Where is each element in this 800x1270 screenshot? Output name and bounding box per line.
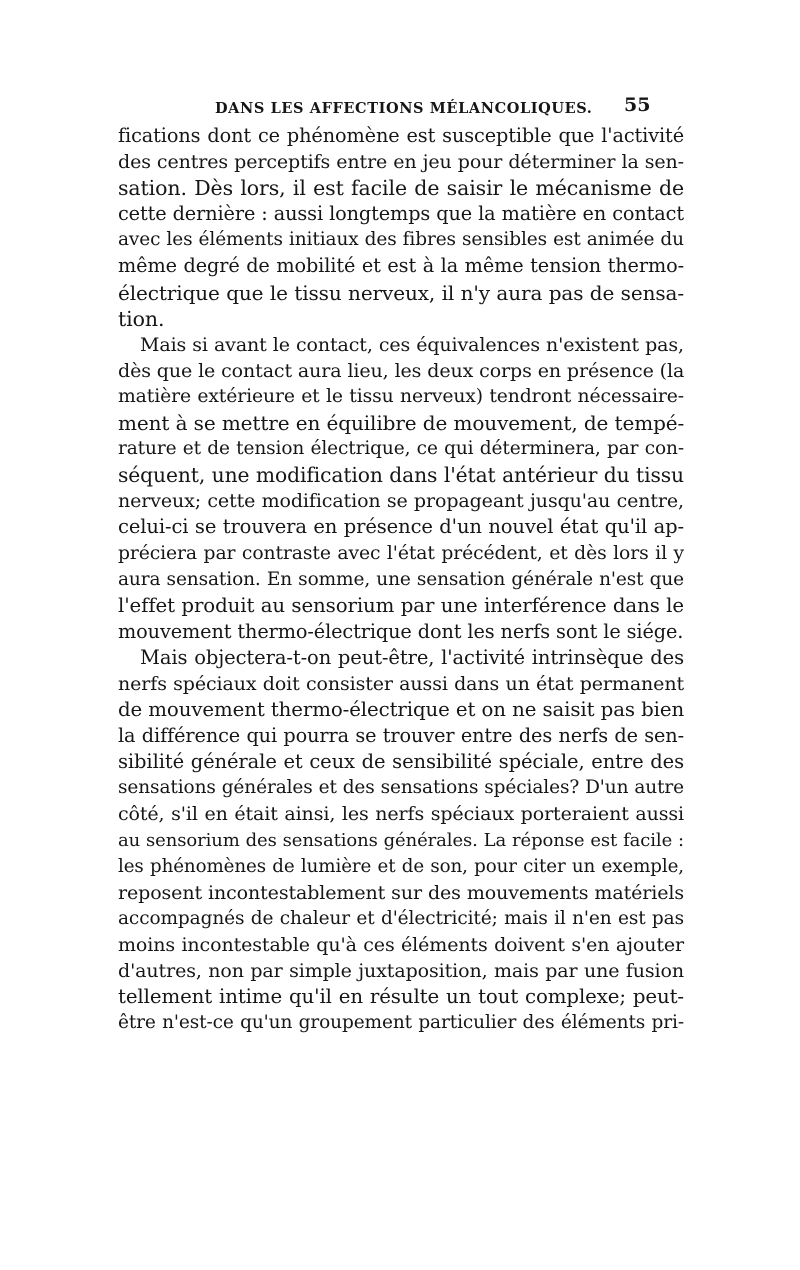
text-line: accompagnés de chaleur et d'électricité; mais il n'en est pas (118, 907, 684, 929)
text-line: celui-ci se trouvera en présence d'un nouvel état qu'il ap- (118, 515, 684, 539)
text-line: moins incontestable qu'à ces éléments doivent s'en ajouter (118, 933, 684, 956)
text-line: au sensorium des sensations générales. La réponse est facile : (118, 829, 684, 851)
text-line: sation. Dès lors, il est facile de saisir le mécanisme de (118, 176, 684, 201)
text-line: préciera par contraste avec l'état précédent, et dès lors il y (118, 542, 684, 564)
text-line: matière extérieure et le tissu nerveux) tendront nécessaire- (118, 385, 684, 407)
text-line: cette dernière : aussi longtemps que la matière en contact (118, 202, 684, 226)
text-line: sensations générales et des sensations spéciales? D'un autre (118, 777, 684, 799)
text-line: Mais objectera-t-on peut-être, l'activité intrinsèque des (140, 645, 684, 669)
text-line: aura sensation. En somme, une sensation générale n'est que (118, 568, 684, 590)
body-text (118, 123, 684, 1036)
text-line: même degré de mobilité et est à la même tension thermo- (118, 254, 684, 278)
text-line: tellement intime qu'il en résulte un tout complexe; peut- (118, 985, 684, 1009)
text-line: côté, s'il en était ainsi, les nerfs spéciaux porteraient aussi (118, 803, 684, 826)
text-line: Mais si avant le contact, ces équivalences n'existent pas, (140, 333, 684, 356)
text-line: des centres perceptifs entre en jeu pour déterminer la sen- (118, 151, 684, 174)
text-line: nerfs spéciaux doit consister aussi dans un état permanent (118, 672, 684, 695)
text-line: fications dont ce phénomène est susceptible que l'activité (118, 124, 684, 147)
text-line: d'autres, non par simple juxtaposition, mais par une fusion (118, 960, 684, 982)
text-line: dès que le contact aura lieu, les deux corps en présence (la (118, 359, 685, 382)
text-line: rature et de tension électrique, ce qui déterminera, par con- (118, 438, 684, 460)
text-line: ment à se mettre en équilibre de mouvement, de tempé- (118, 411, 685, 436)
text-line: avec les éléments initiaux des fibres sensibles est animée du (118, 229, 684, 251)
text-line: les phénomènes de lumière et de son, pour citer un exemple, (118, 855, 684, 877)
text-line: séquent, une modification dans l'état antérieur du tissu (118, 463, 684, 488)
running-head: DANS LES AFFECTIONS MÉLANCOLIQUES. (215, 100, 593, 117)
text-line: être n'est-ce qu'un groupement particulier des éléments pri- (118, 1012, 684, 1034)
text-line: l'effet produit au sensorium par une interférence dans le (118, 593, 684, 617)
text-line: mouvement thermo-électrique dont les nerfs sont le siége. (118, 619, 684, 643)
text-line: électrique que le tissu nerveux, il n'y aura pas de sensa- (118, 280, 684, 305)
text-line: la différence qui pourra se trouver entre des nerfs de sen- (118, 724, 684, 748)
page-number: 55 (624, 94, 651, 116)
text-line: nerveux; cette modification se propageant jusqu'au centre, (118, 490, 684, 513)
text-line: tion. (118, 306, 165, 331)
text-line: de mouvement thermo-électrique et on ne saisit pas bien (118, 698, 685, 722)
text-line: sibilité générale et ceux de sensibilité spéciale, entre des (118, 750, 684, 774)
text-line: reposent incontestablement sur des mouvements matériels (118, 881, 684, 904)
